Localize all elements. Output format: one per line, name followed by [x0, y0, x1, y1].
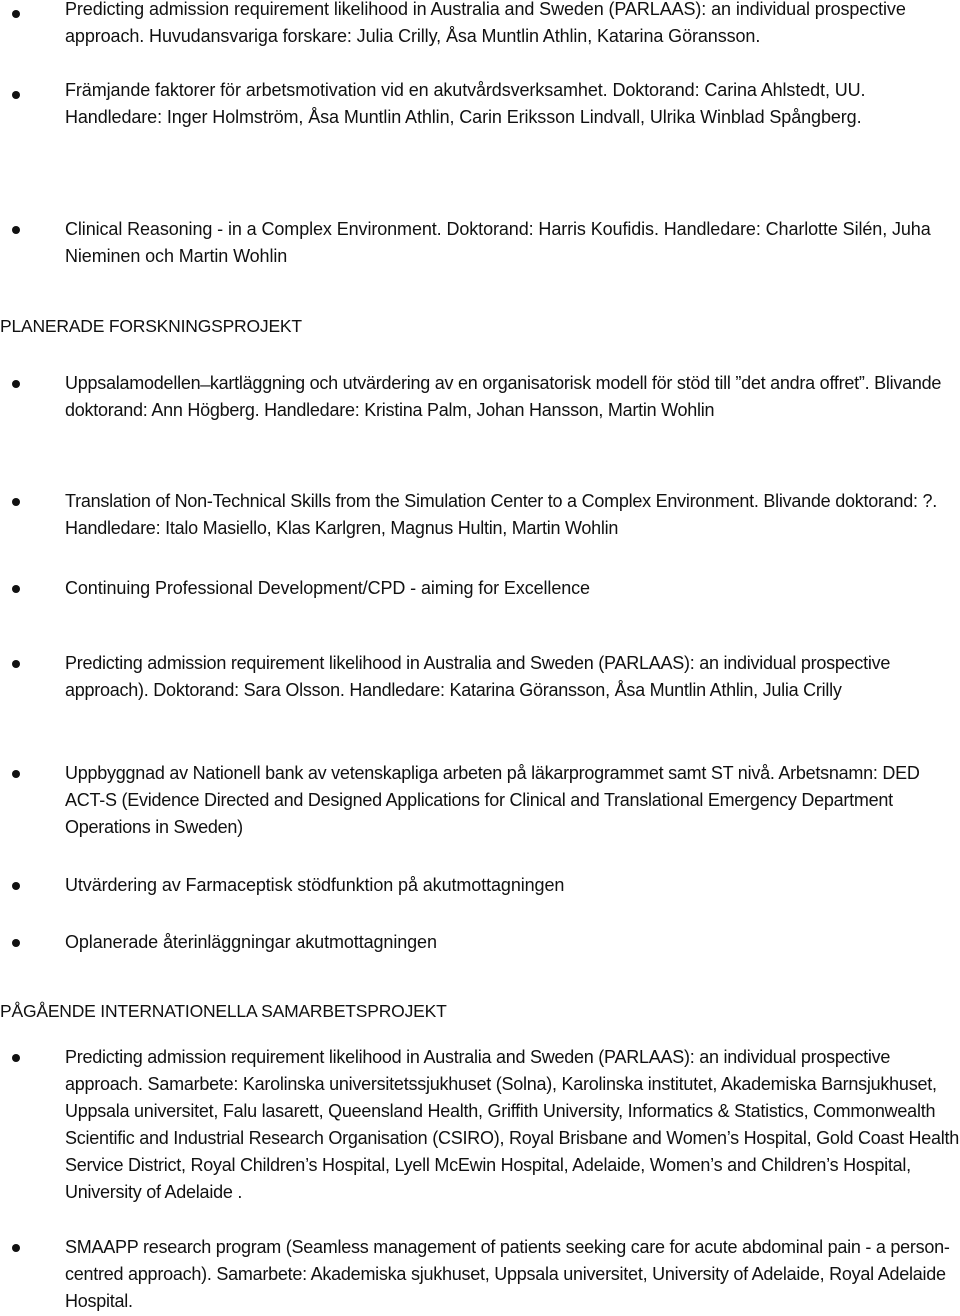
- bullet-icon: [12, 498, 20, 506]
- list-item-text: Predicting admission requirement likelihood in Australia and Sweden (PARLAAS): an individual prospective approach). Doktorand: Sara Olsson. Handledare: Katarina Göransson, Åsa Muntlin Athlin, Julia Crilly: [65, 653, 891, 700]
- list-item-text: Uppbyggnad av Nationell bank av vetenskapliga arbeten på läkarprogrammet samt ST nivå. Arbetsnamn: DED ACT-S (Evidence Directed and Designed Applications for Clinical and Translational Emergency Department Operations in Sweden): [65, 763, 920, 837]
- bullet-icon: [12, 1244, 20, 1252]
- list-item-text: Continuing Professional Development/CPD - aiming for Excellence: [65, 578, 590, 598]
- list-item-text: Translation of Non-Technical Skills from the Simulation Center to a Complex Environment. Blivande doktorand: ?. Handledare: Italo Masiello, Klas Karlgren, Magnus Hultin, Martin Wohlin: [65, 491, 938, 538]
- bullet-icon: [12, 10, 20, 18]
- bullet-icon: [12, 939, 20, 947]
- list-item-text: Utvärdering av Farmaceptisk stödfunktion på akutmottagningen: [65, 875, 565, 895]
- list-item-text: Främjande faktorer för arbetsmotivation vid en akutvårdsverksamhet. Doktorand: Carina Ahlstedt, UU. Handledare: Inger Holmström, Åsa Muntlin Athlin, Carin Eriksson Lindvall, Ulrika Winblad Spångberg.: [65, 80, 866, 127]
- bullet-icon: [12, 770, 20, 778]
- bullet-icon: [12, 660, 20, 668]
- section-heading-planned: PLANERADE FORSKNINGSPROJEKT: [0, 316, 302, 336]
- bullet-icon: [12, 1054, 20, 1062]
- bullet-icon: [12, 91, 20, 99]
- section-heading-international: PÅGÅENDE INTERNATIONELLA SAMARBETSPROJEKT: [0, 1001, 447, 1021]
- list-item-text: Oplanerade återinläggningar akutmottagningen: [65, 932, 437, 952]
- list-item-text: Clinical Reasoning - in a Complex Environment. Doktorand: Harris Koufidis. Handledare: Charlotte Silén, Juha Nieminen och Martin Wohlin: [65, 219, 931, 266]
- bullet-icon: [12, 882, 20, 890]
- bullet-icon: [12, 226, 20, 234]
- bullet-icon: [12, 380, 20, 388]
- bullet-icon: [12, 585, 20, 593]
- list-item-text: Predicting admission requirement likelihood in Australia and Sweden (PARLAAS): an individual prospective approach. Samarbete: Karolinska universitetssjukhuset (Solna), Karolinska institutet, Akademiska Barnsjukhuset, Uppsala universitet, Falu lasarett, Queensland Health, Griffith University, Informatics & Statistics, Commonwealth Scientific and Industrial Research Organisation (CSIRO), Royal Brisbane and Women’s Hospital, Gold Coast Health Service District, Royal Children’s Hospital, Lyell McEwin Hospital, Adelaide, Women’s and Children’s Hospital, University of Adelaide .: [65, 1047, 960, 1202]
- list-item-text: Uppsalamodellen ̶ kartläggning och utvärdering av en organisatorisk modell för stöd till ”det andra offret”. Blivande doktorand: Ann Högberg. Handledare: Kristina Palm, Johan Hansson, Martin Wohlin: [65, 373, 942, 420]
- list-item-text: Predicting admission requirement likelihood in Australia and Sweden (PARLAAS): an individual prospective approach. Huvudansvariga forskare: Julia Crilly, Åsa Muntlin Athlin, Katarina Göransson.: [65, 0, 906, 46]
- list-item-text: SMAAPP research program (Seamless management of patients seeking care for acute abdominal pain - a person-centred approach). Samarbete: Akademiska sjukhuset, Uppsala universitet, University of Adelaide, Royal Adelaide Hospital.: [65, 1237, 950, 1311]
